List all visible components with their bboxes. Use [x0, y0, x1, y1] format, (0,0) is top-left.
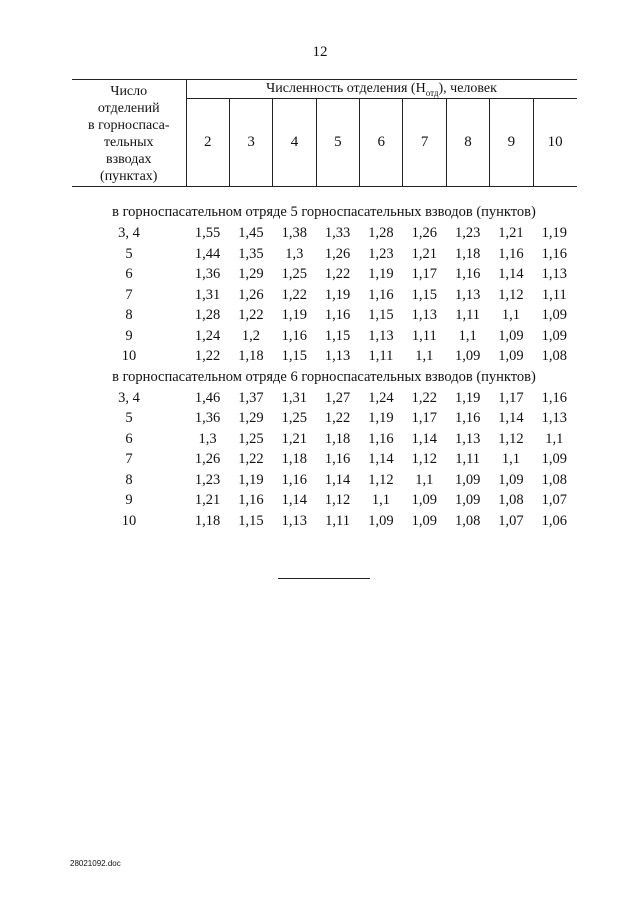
table-cell: 1,07 [541, 492, 567, 508]
table-cell: 1,16 [368, 430, 394, 447]
table-cell: 1,13 [454, 286, 481, 303]
column-header-9: 9 [490, 99, 533, 187]
table-cell: 1,16 [454, 410, 481, 426]
table-cell: 1,11 [455, 451, 481, 467]
table-cell: 1,1 [415, 471, 434, 488]
table-cell: 1,16 [454, 266, 481, 282]
table-cell: 1,08 [454, 512, 481, 529]
table-row [72, 326, 576, 347]
table-cell: 1,09 [498, 471, 524, 488]
table-cell: 1,16 [498, 245, 524, 262]
table-cell: 1,18 [324, 430, 351, 447]
table-cell: 1,16 [324, 451, 351, 467]
table-cell: 1,16 [541, 389, 567, 406]
table-cell: 1,27 [324, 389, 351, 406]
first-column-header-line: отделений [97, 101, 160, 116]
table-cell: 1,29 [238, 266, 264, 282]
table-cell: 1,25 [238, 430, 264, 447]
table-cell: 1,11 [411, 327, 437, 344]
column-header-10: 10 [533, 99, 576, 187]
table-cell: 1,09 [368, 512, 394, 529]
table-cell: 1,18 [238, 348, 264, 364]
table-cell: 1,25 [281, 266, 307, 282]
table-cell: 1,09 [454, 471, 481, 488]
column-header-3: 3 [229, 99, 272, 187]
row-label: 5 [125, 410, 133, 426]
table-cell: 1,21 [281, 430, 307, 447]
table-cell: 1,21 [194, 492, 221, 508]
row-label: 8 [125, 471, 133, 488]
table-cell: 1,09 [498, 327, 524, 344]
row-label: 8 [125, 307, 133, 323]
table-cell: 1,22 [281, 286, 307, 303]
table-row [72, 244, 576, 265]
table-cell: 1,22 [411, 389, 437, 406]
first-column-header-line: (пунктах) [100, 169, 158, 184]
table-cell: 1,3 [198, 430, 217, 447]
table-cell: 1,11 [455, 307, 481, 323]
table-cell: 1,18 [454, 245, 481, 262]
table-cell: 1,37 [238, 389, 264, 406]
section-title: в горноспасательном отряде 5 горноспасательных взводов (пунктов) [112, 204, 536, 220]
table-cell: 1,09 [541, 327, 567, 344]
table-cell: 1,16 [541, 245, 567, 262]
table-cell: 1,26 [411, 225, 437, 241]
table-cell: 1,12 [411, 451, 437, 467]
table-cell: 1,15 [411, 286, 437, 303]
table-row [72, 449, 576, 470]
table-cell: 1,08 [498, 492, 524, 508]
table-header [72, 79, 577, 187]
table-cell: 1,15 [281, 348, 307, 364]
table-cell: 1,22 [238, 307, 264, 323]
table-cell: 1,08 [541, 348, 567, 364]
first-column-header-line: Число [110, 84, 148, 99]
table-cell: 1,18 [194, 512, 221, 529]
table-cell: 1,14 [411, 430, 437, 447]
table-cell: 1,19 [281, 307, 307, 323]
table-cell: 1,11 [368, 348, 394, 364]
column-header-2: 2 [186, 99, 229, 187]
table-cell: 1,11 [325, 512, 351, 529]
table-row [72, 511, 576, 532]
first-column-header-line: тельных [103, 135, 154, 150]
table-cell: 1,26 [238, 286, 264, 303]
table-cell: 1,06 [541, 512, 567, 529]
table-row [72, 264, 576, 285]
table-cell: 1,13 [281, 512, 307, 529]
table-cell: 1,1 [501, 307, 521, 323]
table-cell: 1,18 [281, 451, 307, 467]
table-cell: 1,17 [411, 410, 437, 426]
table-cell: 1,17 [411, 266, 437, 282]
table-row [72, 490, 576, 511]
first-column-header-line: в горноспаса- [87, 118, 170, 133]
table-cell: 1,11 [541, 286, 567, 303]
row-label: 9 [125, 327, 133, 344]
table-cell: 1,15 [238, 512, 264, 529]
first-column-header [72, 80, 186, 187]
table-cell: 1,1 [371, 492, 390, 508]
row-label: 10 [121, 512, 137, 529]
table-cell: 1,1 [545, 430, 564, 447]
table-cell: 1,55 [194, 225, 221, 241]
section-title: в горноспасательном отряде 6 горноспасательных взводов (пунктов) [112, 368, 536, 385]
table-cell: 1,1 [415, 348, 434, 364]
table-cell: 1,22 [324, 410, 351, 426]
table-row [72, 470, 576, 491]
table-cell: 1,16 [238, 492, 264, 508]
footer-filename: 28021092.doc [70, 859, 121, 868]
table-cell: 1,09 [411, 492, 437, 508]
group-column-header: Численность отделения $(Н_{отд})$, человек [186, 80, 577, 99]
closing-rule [278, 578, 370, 579]
row-label: 10 [121, 348, 137, 364]
table-cell: 1,23 [194, 471, 221, 488]
table-cell: 1,26 [324, 245, 351, 262]
table-cell: 1,14 [324, 471, 351, 488]
table-cell: 1,22 [194, 348, 221, 364]
table-cell: 1,16 [281, 471, 307, 488]
row-label: 6 [125, 266, 133, 282]
table-cell: 1,12 [324, 492, 351, 508]
table-cell: 1,12 [498, 286, 524, 303]
row-label: 7 [125, 286, 133, 303]
table-cell: 1,23 [368, 245, 394, 262]
table-cell: 1,31 [194, 286, 221, 303]
table-cell: 1,21 [498, 225, 524, 241]
table-cell: 1,2 [241, 327, 260, 344]
table-cell: 1,09 [454, 492, 481, 508]
table-cell: 1,24 [194, 327, 221, 344]
table-cell: 1,15 [368, 307, 394, 323]
table-cell: 1,13 [368, 327, 394, 344]
table-cell: 1,24 [368, 389, 394, 406]
table-cell: 1,26 [194, 451, 221, 467]
table-cell: 1,35 [238, 245, 264, 262]
table-cell: 1,16 [281, 327, 307, 344]
table-cell: 1,13 [411, 307, 437, 323]
table-cell: 1,09 [541, 451, 567, 467]
table-cell: 1,14 [281, 492, 307, 508]
table-row [72, 346, 576, 367]
table-cell: 1,3 [285, 245, 304, 262]
table-cell: 1,19 [368, 266, 394, 282]
table-cell: 1,28 [194, 307, 221, 323]
row-label: 5 [125, 245, 133, 262]
column-header-8: 8 [446, 99, 489, 187]
row-label: 3, 4 [118, 225, 140, 241]
table-cell: 1,12 [498, 430, 524, 447]
table-cell: 1,08 [541, 471, 567, 488]
table-cell: 1,19 [368, 410, 394, 426]
table-cell: 1,13 [454, 430, 481, 447]
table-cell: 1,31 [281, 389, 307, 406]
column-header-7: 7 [403, 99, 446, 187]
row-label: 7 [125, 451, 133, 467]
table-cell: 1,09 [541, 307, 567, 323]
table-row [72, 305, 576, 326]
table-cell: 1,36 [194, 266, 221, 282]
first-column-header-line: взводах [105, 152, 152, 167]
table-cell: 1,13 [324, 348, 351, 364]
table-cell: 1,14 [368, 451, 394, 467]
table-cell: 1,16 [324, 307, 351, 323]
table-cell: 1,15 [324, 327, 351, 344]
table-cell: 1,25 [281, 410, 307, 426]
table-cell: 1,38 [281, 225, 307, 241]
column-header-5: 5 [316, 99, 359, 187]
table-cell: 1,13 [541, 266, 567, 282]
row-label: 6 [125, 430, 133, 447]
table-cell: 1,23 [454, 225, 481, 241]
table-row [72, 388, 576, 409]
table-cell: 1,45 [238, 225, 264, 241]
table-cell: 1,19 [454, 389, 481, 406]
table-cell: 1,29 [238, 410, 264, 426]
table-cell: 1,19 [324, 286, 351, 303]
table-row [72, 429, 576, 450]
table-cell: 1,44 [194, 245, 221, 262]
table-cell: 1,17 [498, 389, 524, 406]
column-header-6: 6 [360, 99, 403, 187]
table-cell: 1,12 [368, 471, 394, 488]
table-row [72, 223, 576, 244]
table-cell: 1,14 [498, 266, 524, 282]
row-label: 3, 4 [118, 389, 140, 406]
table-cell: 1,22 [324, 266, 351, 282]
table-row [72, 285, 576, 306]
table-cell: 1,33 [324, 225, 351, 241]
row-label: 9 [125, 492, 133, 508]
table-cell: 1,14 [498, 410, 524, 426]
table-body [72, 202, 576, 531]
table-cell: 1,09 [498, 348, 524, 364]
table-cell: 1,13 [541, 410, 567, 426]
table-cell: 1,1 [458, 327, 477, 344]
table-cell: 1,28 [368, 225, 394, 241]
table-cell: 1,36 [194, 410, 221, 426]
column-header-4: 4 [273, 99, 316, 187]
table-cell: 1,21 [411, 245, 437, 262]
table-cell: 1,1 [501, 451, 521, 467]
table-row [72, 408, 576, 429]
table-cell: 1,22 [238, 451, 264, 467]
table-cell: 1,09 [454, 348, 481, 364]
table-cell: 1,19 [541, 225, 567, 241]
table-cell: 1,46 [194, 389, 221, 406]
table-cell: 1,07 [498, 512, 524, 529]
page-number: 12 [312, 44, 328, 60]
table-cell: 1,16 [368, 286, 394, 303]
table-cell: 1,09 [411, 512, 437, 529]
table-cell: 1,19 [238, 471, 264, 488]
